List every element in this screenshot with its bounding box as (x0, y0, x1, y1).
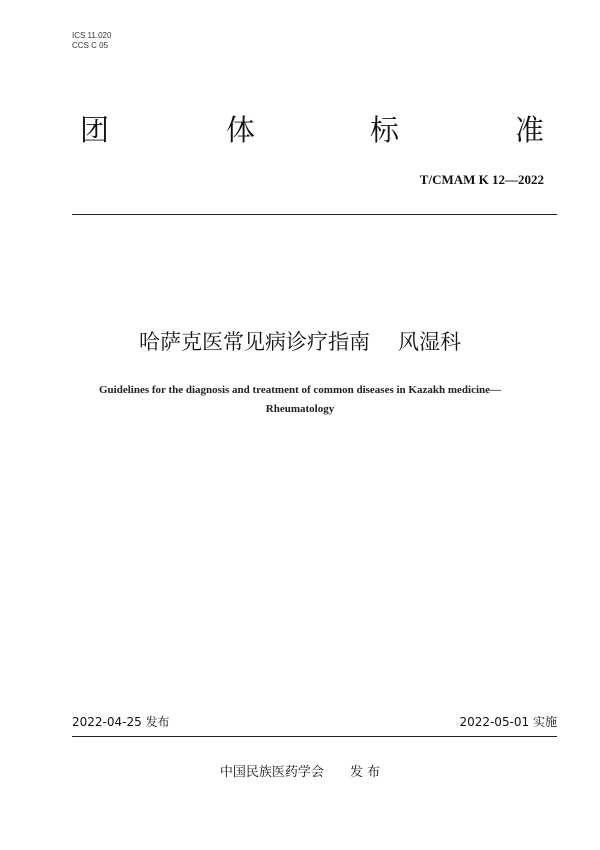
publish-date: 2022-04-25 发布 (72, 715, 170, 729)
publisher-line (0, 764, 600, 782)
standard-type-char-2: 体 (226, 113, 256, 147)
chinese-title-sub: 风湿科 (398, 330, 461, 354)
standard-type-char-4: 准 (515, 113, 545, 147)
chinese-title-main: 哈萨克医常见病诊疗指南 (139, 330, 370, 354)
ics-code: ICS 11.020 (72, 31, 112, 40)
standard-number: T/CMAM K 12—2022 (419, 172, 544, 187)
implementation-date: 2022-05-01 实施 (459, 715, 557, 729)
ccs-code: CCS C 05 (72, 41, 109, 50)
publisher-name: 中国民族医药学会 (219, 765, 324, 780)
english-title-line-2: Rheumatology (265, 403, 335, 415)
publisher-action: 发 布 (349, 765, 381, 780)
standard-type-char-1: 团 (80, 113, 110, 147)
chinese-title (0, 328, 600, 356)
bottom-divider (72, 736, 557, 737)
english-title-line-1: Guidelines for the diagnosis and treatment of common diseases in Kazakh medicine— (98, 384, 502, 396)
standard-type-char-3: 标 (370, 113, 400, 147)
top-divider (72, 214, 557, 215)
